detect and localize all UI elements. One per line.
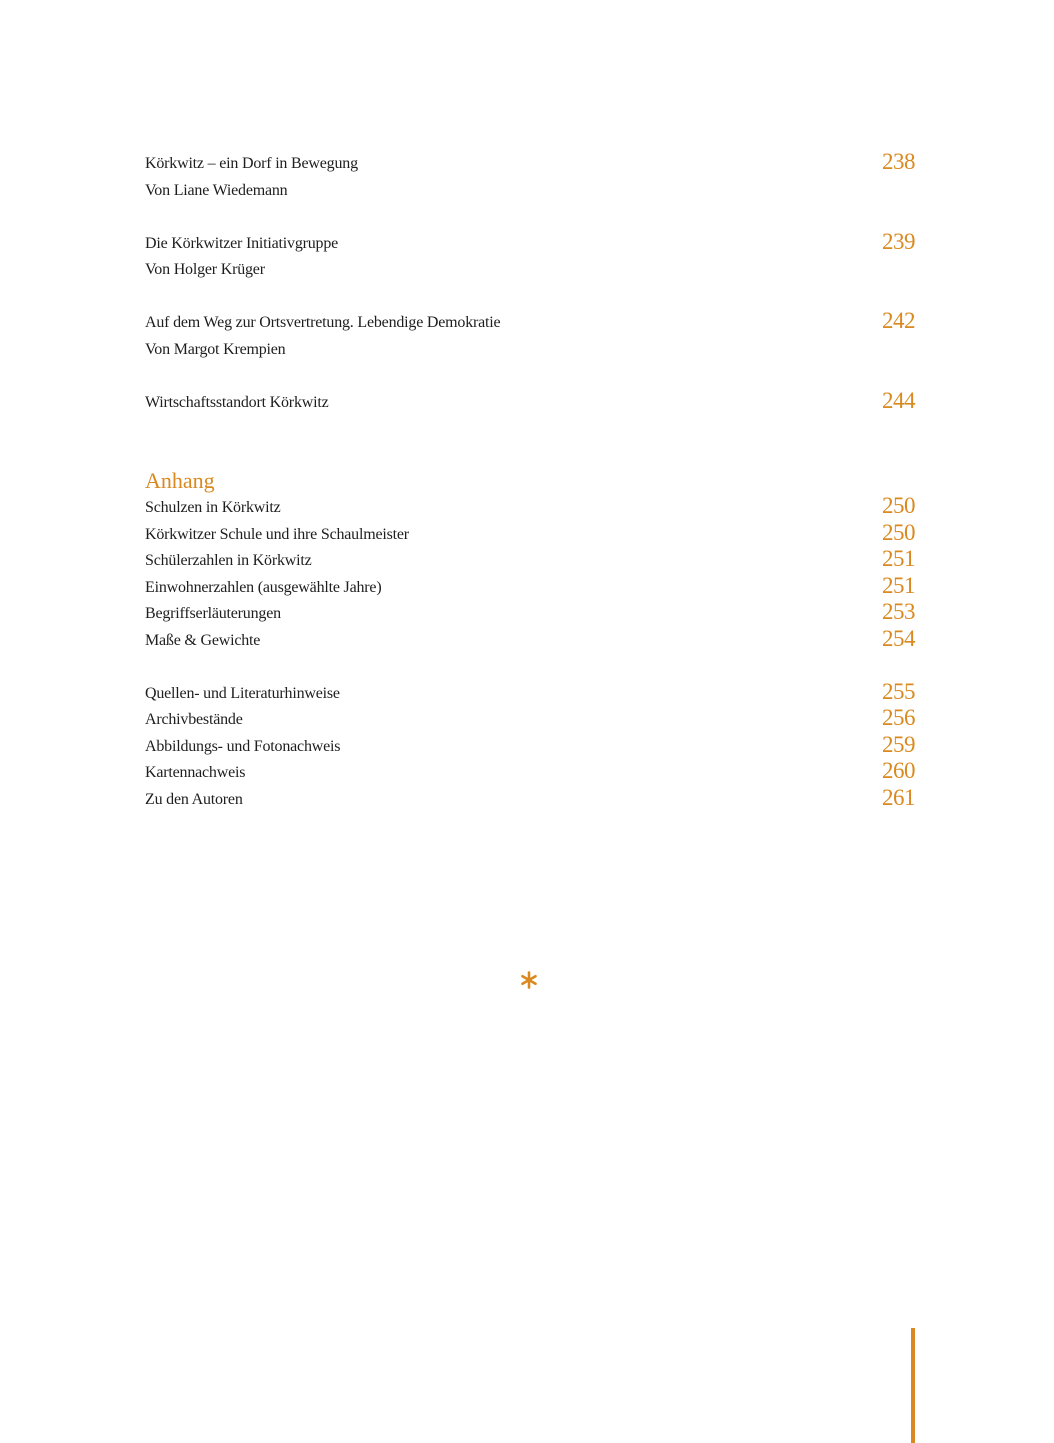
toc-entry-title: Maße & Gewichte: [145, 632, 261, 649]
toc-entry[interactable]: [145, 627, 915, 654]
toc-entry[interactable]: [145, 600, 915, 627]
toc-entry[interactable]: [145, 706, 915, 733]
toc-entry-author: Von Liane Wiedemann: [145, 182, 288, 199]
toc-entry[interactable]: [145, 574, 915, 601]
toc-entry-title: Kartennachweis: [145, 764, 246, 781]
toc-entry-title: Schulzen in Körkwitz: [145, 499, 281, 516]
toc-entry[interactable]: [145, 786, 915, 813]
toc-entry-page: 250: [882, 520, 915, 545]
asterisk-ornament-icon: [519, 970, 539, 990]
toc-entry-page: 254: [882, 626, 915, 651]
toc-entry-page: 244: [882, 388, 915, 413]
toc-entry-page: 250: [882, 493, 915, 518]
section-heading-anhang: Anhang: [145, 468, 215, 493]
toc-entry-title: Schülerzahlen in Körkwitz: [145, 552, 312, 569]
toc-entry-page: 251: [882, 573, 915, 598]
page-margin-bar: [911, 1328, 915, 1443]
toc-entry-title: Quellen- und Literaturhinweise: [145, 685, 340, 702]
toc-entry-title: Auf dem Weg zur Ortsvertretung. Lebendige Demokratie: [145, 314, 501, 331]
toc-entry[interactable]: [145, 230, 915, 257]
toc-entry[interactable]: [145, 547, 915, 574]
toc-entry[interactable]: [145, 389, 915, 416]
toc-entry-title: Die Körkwitzer Initiativgruppe: [145, 235, 339, 252]
toc-entry[interactable]: [145, 759, 915, 786]
toc-entry-title: Körkwitzer Schule und ihre Schaulmeister: [145, 526, 409, 543]
toc-entry-page: 238: [882, 149, 915, 174]
toc-entry[interactable]: [145, 521, 915, 548]
toc-entry-title: Archivbestände: [145, 711, 243, 728]
toc-entry-title: Abbildungs- und Fotonachweis: [145, 738, 341, 755]
toc-entry-author: Von Holger Krüger: [145, 261, 265, 278]
toc-entry[interactable]: [145, 733, 915, 760]
toc-entry-page: 251: [882, 546, 915, 571]
toc-entry-page: 259: [882, 732, 915, 757]
toc-entry[interactable]: [145, 309, 915, 336]
toc-entry[interactable]: [145, 150, 915, 177]
toc-entry-title: Begriffserläuterungen: [145, 605, 281, 622]
toc-entry-page: 242: [882, 308, 915, 333]
toc-entry[interactable]: [145, 680, 915, 707]
toc-entry-title: Wirtschaftsstandort Körkwitz: [145, 394, 329, 411]
toc-entry-page: 253: [882, 599, 915, 624]
toc-entry-title: Einwohnerzahlen (ausgewählte Jahre): [145, 579, 382, 596]
toc-entry-page: 256: [882, 705, 915, 730]
toc-entry-author: Von Margot Krempien: [145, 341, 286, 358]
toc-entry-page: 261: [882, 785, 915, 810]
toc-entry[interactable]: [145, 494, 915, 521]
toc-entry-page: 260: [882, 758, 915, 783]
toc-entry-page: 239: [882, 229, 915, 254]
toc-entry-title: Zu den Autoren: [145, 791, 243, 808]
toc-entry-page: 255: [882, 679, 915, 704]
toc-entry-title: Körkwitz – ein Dorf in Bewegung: [145, 155, 358, 172]
